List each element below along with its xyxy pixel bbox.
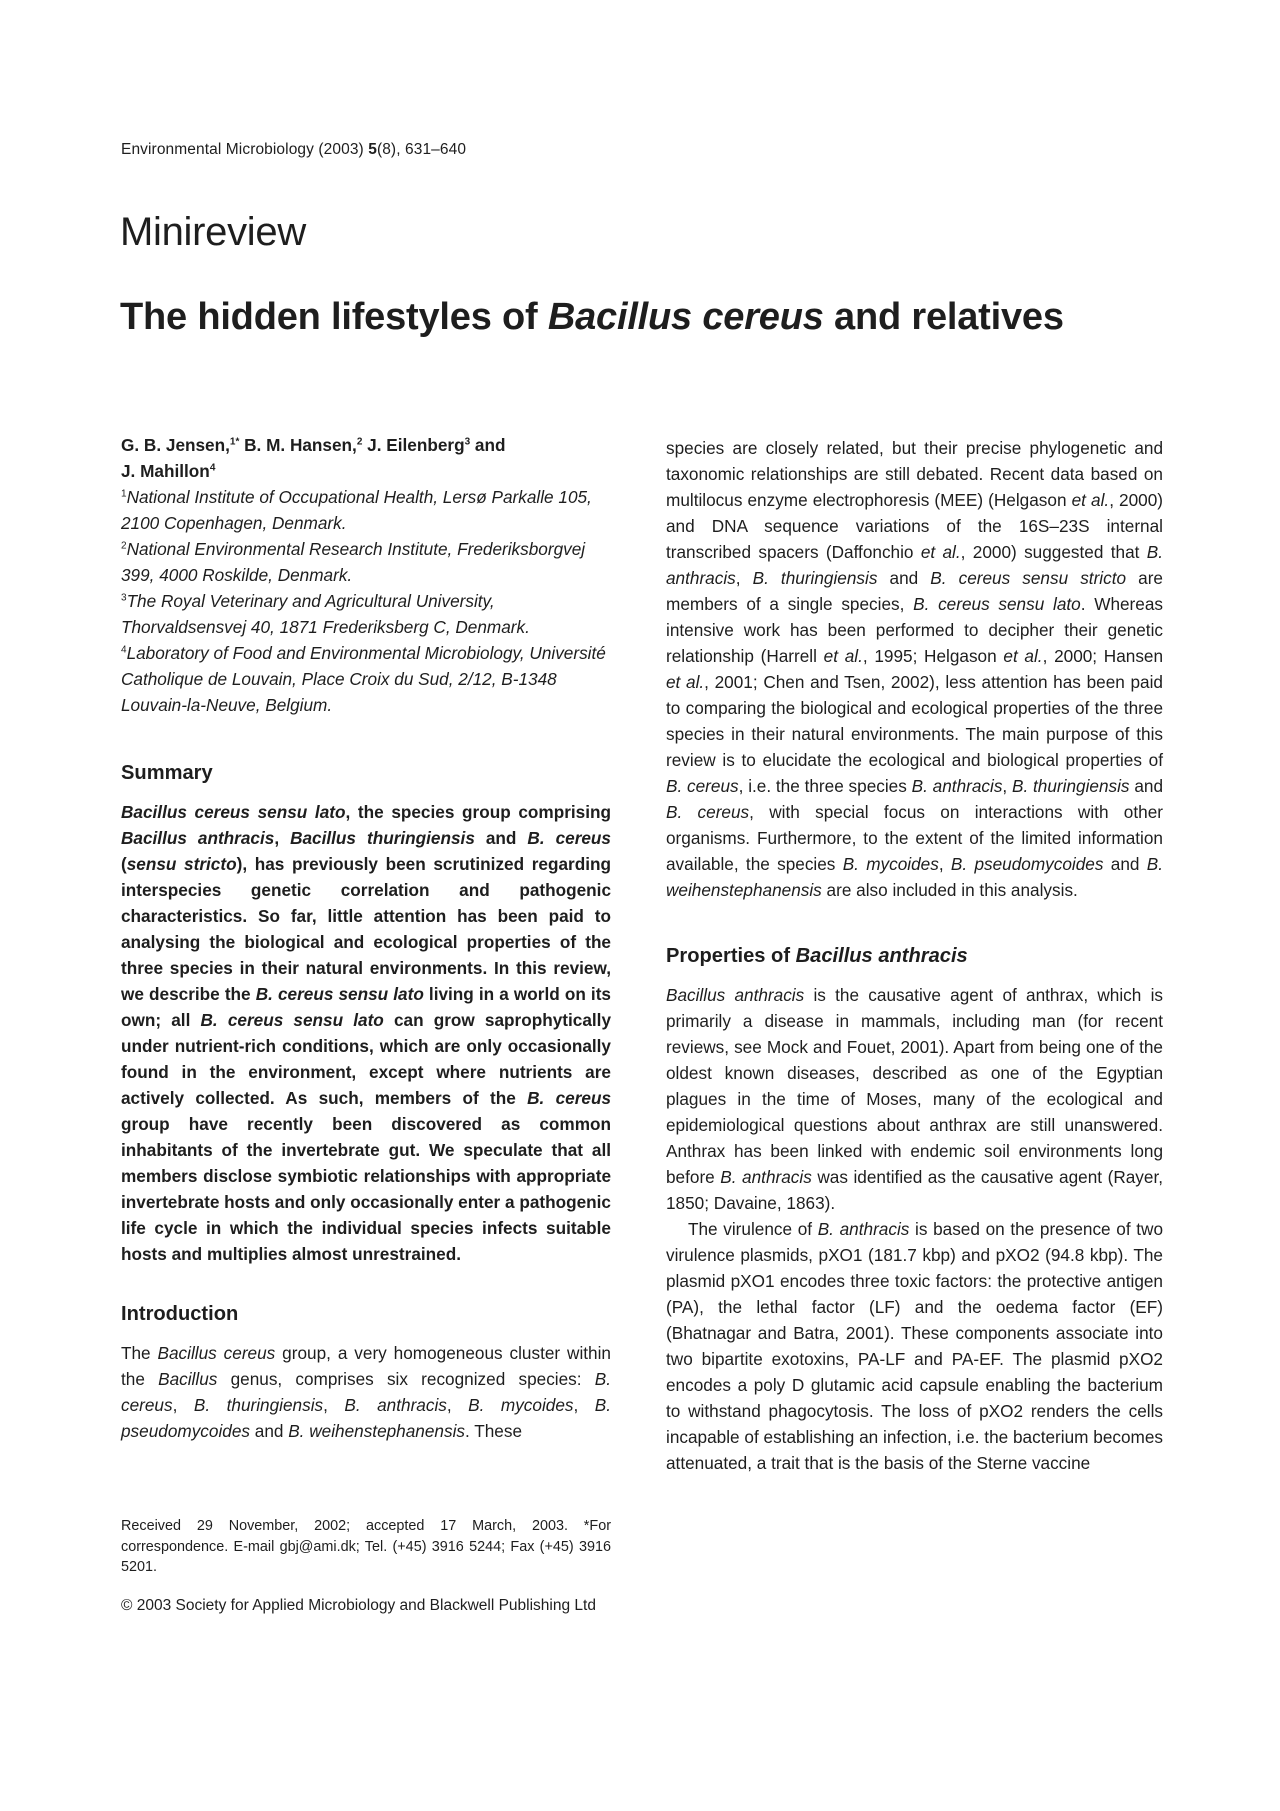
italic-run: B. cereus sensu stricto — [930, 568, 1127, 588]
text-run: and — [249, 1421, 289, 1441]
italic-run: et al. — [1071, 490, 1110, 510]
right-column — [666, 435, 1163, 1476]
affiliation-list — [121, 484, 611, 718]
introduction-paragraph — [121, 1340, 611, 1444]
author-affil-mark: 1* — [229, 436, 240, 448]
author: J. Eilenberg — [362, 435, 465, 455]
italic-run: B. cereus — [666, 802, 750, 822]
affiliation-mark: 2 — [121, 540, 127, 552]
heading-italic-text: Bacillus anthracis — [795, 945, 968, 967]
affiliation-text: National Environmental Research Institute, Frederiksborgvej 399, 4000 Roskilde, Denmark. — [121, 539, 586, 585]
article-title — [120, 296, 1064, 339]
italic-run: et al. — [666, 672, 705, 692]
italic-run: B. anthracis — [911, 776, 1003, 796]
italic-run: Bacillus — [158, 1369, 218, 1389]
text-run: is the causative agent of anthrax, which is primarily a disease in mammals, including man (for recent reviews, see Mock and Fouet, 2001). Apart from being one of the oldest known diseases, described as one of the Egyptian plagues in the time of Moses, many of the ecological and epidemiological questions about anthrax are still unanswered. Anthrax has been linked with endemic soil environments long before — [666, 985, 1164, 1187]
author-affil-mark: 2 — [356, 436, 363, 448]
journal-issue-pages: (8), 631–640 — [376, 141, 467, 158]
text-run: , — [323, 1395, 345, 1415]
text-run: group, a very homogeneous cluster within the — [121, 1343, 611, 1389]
heading-text: Properties of — [666, 945, 796, 967]
italic-run: B. cereus — [527, 828, 611, 848]
copyright-line: © 2003 Society for Applied Microbiology and Blackwell Publishing Ltd — [121, 1597, 596, 1614]
text-run: genus, comprises six recognized species: — [217, 1369, 595, 1389]
text-run: , — [938, 854, 951, 874]
italic-run: B. cereus — [121, 1369, 612, 1415]
author: J. Mahillon — [121, 461, 210, 481]
italic-run: B. mycoides — [842, 854, 939, 874]
introduction-continued-paragraph — [666, 435, 1163, 903]
text-run: ( — [121, 854, 127, 874]
italic-run: B. cereus sensu lato — [255, 984, 424, 1004]
italic-run: B. weihenstephanensis — [288, 1421, 465, 1441]
italic-run: et al. — [823, 646, 863, 666]
italic-run: B. mycoides — [468, 1395, 574, 1415]
italic-run: B. cereus — [527, 1088, 612, 1108]
introduction-heading: Introduction — [121, 1303, 239, 1325]
text-run: group have recently been discovered as common inhabitants of the invertebrate gut. We speculate that all members disclose symbiotic relationships with appropriate invertebrate hosts and only occasionally enter a pathogenic life cycle in which the individual species infects suitable hosts and multiplies almost unrestrained. — [121, 1114, 611, 1264]
anthracis-paragraph-2 — [666, 1216, 1163, 1476]
italic-run: et al. — [1003, 646, 1043, 666]
text-run: , — [172, 1395, 194, 1415]
text-run: , — [274, 828, 291, 848]
text-run: The virulence of — [688, 1219, 818, 1239]
author-list — [121, 432, 611, 484]
text-run: are also included in this analysis. — [821, 880, 1078, 900]
affiliation-mark: 3 — [121, 592, 127, 604]
italic-run: Bacillus anthracis — [121, 828, 275, 848]
italic-run: B. anthracis — [720, 1167, 812, 1187]
italic-run: B. cereus — [666, 776, 739, 796]
affiliation — [121, 536, 611, 588]
text-run: The — [121, 1343, 158, 1363]
section-type: Minireview — [120, 210, 306, 254]
affiliation-text: National Institute of Occupational Health, Lersø Parkalle 105, 2100 Copenhagen, Denmark. — [121, 487, 592, 533]
affiliation — [121, 484, 611, 536]
summary-heading: Summary — [121, 762, 213, 784]
italic-run: B. pseudomycoides — [121, 1395, 612, 1441]
summary-paragraph — [121, 799, 611, 1267]
text-run: are members of a single species, — [666, 568, 1163, 614]
italic-run: B. cereus sensu lato — [200, 1010, 384, 1030]
affiliation-text: Laboratory of Food and Environmental Microbiology, Université Catholique de Louvain, Place Croix du Sud, 2/12, B-1348 Louvain-la-Neuve, Belgium. — [121, 643, 606, 715]
journal-name: Environmental Microbiology (2003) — [121, 141, 369, 158]
text-run: , — [1002, 776, 1012, 796]
affiliation-mark: 1 — [121, 488, 127, 500]
text-run: was identified as the causative agent (Rayer, 1850; Davaine, 1863). — [666, 1167, 1164, 1213]
text-run: , — [735, 568, 753, 588]
text-run: and — [877, 568, 931, 588]
text-run: , 2000) suggested that — [960, 542, 1147, 562]
title-part: The hidden lifestyles of — [120, 296, 548, 338]
italic-run: et al. — [920, 542, 961, 562]
italic-run: B. thuringiensis — [1012, 776, 1130, 796]
anthracis-paragraph-1 — [666, 982, 1163, 1216]
text-run: ), has previously been scrutinized regarding interspecies genetic correlation and pathogenic characteristics. So far, little attention has been paid to analysing the biological and ecological properties of the three species in their natural environments. In this review, we describe the — [121, 854, 612, 1004]
text-run: living in a world on its own; all — [121, 984, 611, 1030]
author-affil-mark: 3 — [464, 436, 471, 448]
italic-run: B. anthracis — [666, 542, 1163, 588]
italic-run: B. weihenstephanensis — [666, 854, 1163, 900]
text-run: , — [573, 1395, 595, 1415]
text-run: . These — [465, 1421, 523, 1441]
italic-run: B. thuringiensis — [752, 568, 878, 588]
italic-run: B. anthracis — [817, 1219, 910, 1239]
text-run: and — [1103, 854, 1147, 874]
properties-heading — [666, 943, 1163, 969]
text-run: , the species group comprising — [345, 802, 611, 822]
title-italic-part: Bacillus cereus — [547, 296, 824, 338]
italic-run: B. thuringiensis — [193, 1395, 324, 1415]
text-run: . Whereas intensive work has been performed to decipher their genetic relationship (Harrell — [666, 594, 1163, 666]
affiliation — [121, 588, 611, 640]
affiliation-mark: 4 — [121, 644, 127, 656]
italic-run: B. cereus sensu lato — [913, 594, 1081, 614]
author: B. M. Hansen, — [239, 435, 357, 455]
title-part: and relatives — [823, 296, 1064, 338]
affiliation-text: The Royal Veterinary and Agricultural University, Thorvaldsensvej 40, 1871 Frederiksberg C, Denmark. — [121, 591, 530, 637]
text-run: , 1995; Helgason — [862, 646, 1004, 666]
italic-run: sensu stricto — [126, 854, 237, 874]
author-conjunction: and — [470, 435, 506, 455]
author: G. B. Jensen, — [121, 435, 230, 455]
text-run: , — [446, 1395, 469, 1415]
italic-run: Bacillus cereus sensu lato — [121, 802, 346, 822]
italic-run: B. pseudomycoides — [950, 854, 1104, 874]
text-run: species are closely related, but their precise phylogenetic and taxonomic relationships are still debated. Recent data based on multilocus enzyme electrophoresis (MEE) (Helgason — [666, 438, 1163, 510]
left-column — [121, 432, 611, 1444]
text-run: , 2000; Hansen — [1042, 646, 1164, 666]
text-run: , i.e. the three species — [738, 776, 912, 796]
text-run: , 2000) and DNA sequence variations of the 16S–23S internal transcribed spacers (Daffonchio — [666, 490, 1164, 562]
text-run: is based on the presence of two virulence plasmids, pXO1 (181.7 kbp) and pXO2 (94.8 kbp). The plasmid pXO1 encodes three toxic factors: the protective antigen (PA), the lethal factor (LF) and the oedema factor (EF) (Bhatnagar and Batra, 2001). These components associate into two bipartite exotoxins, PA-LF and PA-EF. The plasmid pXO2 encodes a poly D glutamic acid capsule enabling the bacterium to withstand phagocytosis. The loss of pXO2 renders the cells incapable of establishing an infection, i.e. the bacterium becomes attenuated, a trait that is the basis of the Sterne vaccine — [666, 1219, 1163, 1473]
italic-run: Bacillus cereus — [157, 1343, 276, 1363]
received-footnote: Received 29 November, 2002; accepted 17 March, 2003. *For correspondence. E-mail gbj@ami.dk; Tel. (+45) 3916 5244; Fax (+45) 3916 5201. — [121, 1518, 611, 1575]
journal-citation — [121, 141, 466, 159]
text-run: and — [1129, 776, 1163, 796]
affiliation — [121, 640, 611, 718]
text-run: , with special focus on interactions with other organisms. Furthermore, to the extent of the limited information available, the species — [666, 802, 1163, 874]
journal-volume: 5 — [368, 141, 377, 158]
italic-run: B. anthracis — [344, 1395, 447, 1415]
author-affil-mark: 4 — [209, 462, 216, 474]
text-run: and — [474, 828, 528, 848]
text-run: , 2001; Chen and Tsen, 2002), less attention has been paid to comparing the biological and ecological properties of the three species in their natural environments. The main purpose of this review is to elucidate the ecological and biological properties of — [666, 672, 1163, 770]
italic-run: Bacillus thuringiensis — [290, 828, 475, 848]
text-run: can grow saprophytically under nutrient-rich conditions, which are only occasionally found in the environment, except where nutrients are actively collected. As such, members of the — [121, 1010, 611, 1108]
italic-run: Bacillus anthracis — [666, 985, 805, 1005]
